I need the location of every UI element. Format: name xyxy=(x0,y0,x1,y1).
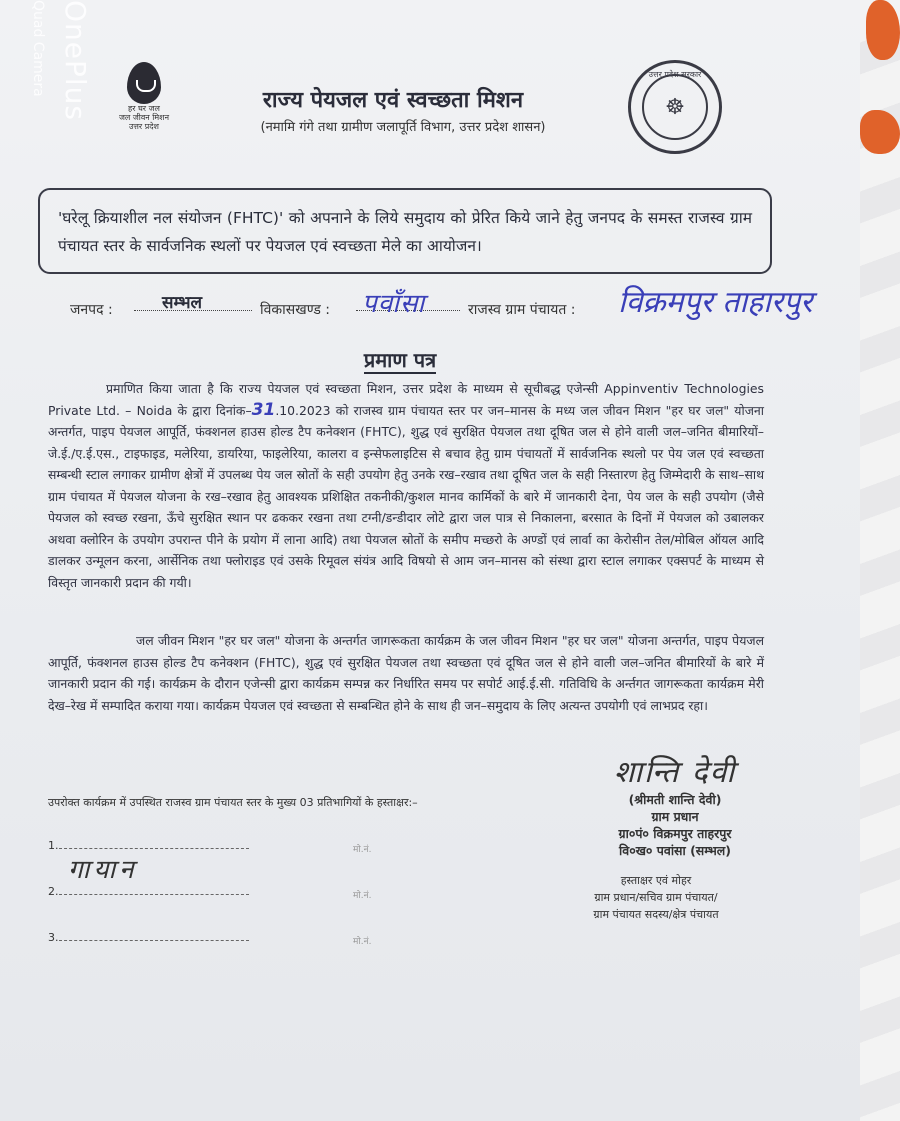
participant-line-2 xyxy=(48,884,372,901)
caption-line-1: हस्ताक्षर एवं मोहर xyxy=(620,874,692,887)
block-label: विकासखण्ड : xyxy=(260,302,331,318)
certificate-paragraph-1 xyxy=(48,378,764,593)
camera-brand: OnePlus xyxy=(59,0,92,122)
logo-text-2: जल जीवन मिशन xyxy=(118,113,170,122)
handwritten-signature: शान्ति देवी xyxy=(613,755,737,790)
village-label: राजस्व ग्राम पंचायत : xyxy=(468,302,576,318)
background-fabric xyxy=(860,0,900,1121)
participants-label: उपरोक्त कार्यक्रम में उपस्थित राजस्व ग्राम पंचायत स्तर के मुख्य 03 प्रतिभागियों के हस्ताक्षर:– xyxy=(48,796,418,809)
participant-num: 2. xyxy=(48,885,59,898)
participant-line-3 xyxy=(48,930,372,947)
camera-sub: Quad Camera xyxy=(30,0,46,97)
logo-text-1: हर घर जल xyxy=(128,104,160,113)
caption-line-3: ग्राम पंचायत सदस्य/क्षेत्र पंचायत xyxy=(593,908,719,921)
para2-text: जल जीवन मिशन "हर घर जल" योजना के अन्तर्गत जागरूकता कार्यक्रम के जल जीवन मिशन "हर घर जल" योजना अन्तर्गत, पाइप पेयजल आपूर्ति, फंक्शनल हाउस होल्ड टैप कनेक्शन (FHTC), शुद्ध एवं सुरक्षित पेयजल तथा स्वच्छता एवं दूषित जल से होने वाली जल–जनित बीमारियों के बारे में जानकारी प्रदान की गई। कार्यक्रम के दौरान एजेन्सी द्वारा कार्यक्रम सम्पन्न कर निर्धारित समय पर सपोर्ट आई.ई.सी. गतिविधि के अर्न्तगत जागरूकता कार्यक्रम मेरी देख–रेख में सम्पादित कराया गया। कार्यक्रम पेयजल एवं स्वच्छता से सम्बन्धित होने के साथ ही जन–समुदाय के लिए अत्यन्त उपयोगी एवं लाभप्रद रहा। xyxy=(48,633,764,713)
phone-label: मो.नं. xyxy=(353,845,372,855)
participant-1-handwritten-name: गायान xyxy=(68,855,138,885)
header-title: राज्य पेयजल एवं स्वच्छता मिशन xyxy=(262,87,524,113)
stamp-line-3: ग्रा०पं० विक्रमपुर ताहरपुर xyxy=(618,826,732,841)
certificate-title-text: प्रमाण पत्र xyxy=(363,348,437,372)
phone-label: मो.नं. xyxy=(353,891,372,901)
participant-num: 3. xyxy=(48,931,59,944)
camera-watermark xyxy=(6,0,92,130)
header-subtitle: (नमामि गंगे तथा ग्रामीण जलापूर्ति विभाग, उत्तर प्रदेश शासन) xyxy=(260,120,546,135)
stamp-line-1: (श्रीमती शान्ति देवी) xyxy=(628,792,722,807)
certificate-title xyxy=(0,346,800,373)
district-value: सम्भल xyxy=(162,293,203,313)
caption-line-2: ग्राम प्रधान/सचिव ग्राम पंचायत/ xyxy=(594,891,718,904)
emblem-icon: ☸ xyxy=(642,74,708,140)
stamp-line-2: ग्राम प्रधान xyxy=(651,809,699,824)
seal-text: उत्तर प्रदेश सरकार xyxy=(648,70,702,79)
participant-num: 1. xyxy=(48,839,59,852)
block-value: पवाँसा xyxy=(362,289,426,319)
stamp-line-4: वि०ख० पवांसा (सम्भल) xyxy=(619,843,731,858)
para1-date-rest: .10.2023 xyxy=(275,402,331,418)
location-fields xyxy=(70,285,860,326)
village-value: विक्रमपुर ताहारपुर xyxy=(618,285,813,320)
signature-caption xyxy=(556,872,756,923)
logo-text-3: उत्तर प्रदेश xyxy=(129,122,159,131)
para1-after-date: को राजस्व ग्राम पंचायत स्तर पर जन–मानस के मध्य जल जीवन मिशन "हर घर जल" योजना अन्तर्गत, पाइप पेयजल आपूर्ति, फंक्शनल हाउस होल्ड टैप कनेक्शन (FHTC), शुद्ध एवं सुरक्षित पेयजल तथा दूषित जल से होने वाली जल–जनित बीमारियों–जे.ई./ए.ई.एस., टाइफाइड, मलेरिया, डायरिया, फाइलेरिया, कालरा व इन्सेफलाइटिस से बचाव हेतु ग्राम पंचायतों में सार्वजनिक स्थलो पर पेय जल एवं स्वच्छता सम्बन्धी स्टाल लगाकर ग्रामीण क्षेत्रों में उपलब्ध पेय जल स्रोतों के सही उपयोग हेतु उनके रख–रखाव तथा दूषित जल के सही निस्तारण हेतु जिम्मेदारी के साथ–साथ ग्राम पंचायत में पेयजल योजना के रख–रखाव हेतु आवश्यक प्रशिक्षित तकनीकी/कुशल मानव कार्मिकों के बारे में जानकारी देना, पेय जल के सही उपयोग (जैसे पेयजल को स्वच्छ रखना, ऊँचे सुरक्षित स्थान पर ढककर रखना तथा टग्नी/डन्डीदार लोटे द्वारा जल पात्र से निकालना, बरसात के दिनों में पेयजल को उबालकर अथवा क्लोरिन के उपयोग उपरान्त पीने के प्रयोग में लाना आदि) तथा पेयजल स्रोतों के समीप मच्छरो के अण्डों एवं लार्वा का केरोसीन तेल/मोबिल ऑयल आदि डालकर उन्मूलन करना, आर्सेनिक तथा फ्लोराइड एवं उसके रिमूवल संयंत्र आदि विषयो से आम जन–मानस को संस्था द्वारा स्टाल लगाकर एक्सपर्ट के माध्यम से विस्तृत जानकारी प्रदान की गयी। xyxy=(48,402,764,590)
district-label: जनपद : xyxy=(70,302,113,318)
para1-before-date: प्रमाणित किया जाता है कि राज्य पेयजल एवं स्वच्छता मिशन, उत्तर प्रदेश के माध्यम से सूचीबद्ध एजेन्सी Appinventiv Technologies Private Ltd. – Noida के द्वारा दिनांक– xyxy=(48,381,764,418)
subject-box: 'घरेलू क्रियाशील नल संयोजन (FHTC)' को अपनाने के लिये समुदाय को प्रेरित किये जाने हेतु जनपद के समस्त राजस्व ग्राम पंचायत स्तर के सार्वजनिक स्थलों पर पेयजल एवं स्वच्छता मेले का आयोजन। xyxy=(38,188,772,274)
certificate-paragraph-2 xyxy=(48,630,764,716)
signature-block xyxy=(575,750,775,859)
phone-label: मो.नं. xyxy=(353,937,372,947)
up-government-seal xyxy=(628,60,722,154)
para1-date-handwritten: 31 xyxy=(251,399,276,420)
